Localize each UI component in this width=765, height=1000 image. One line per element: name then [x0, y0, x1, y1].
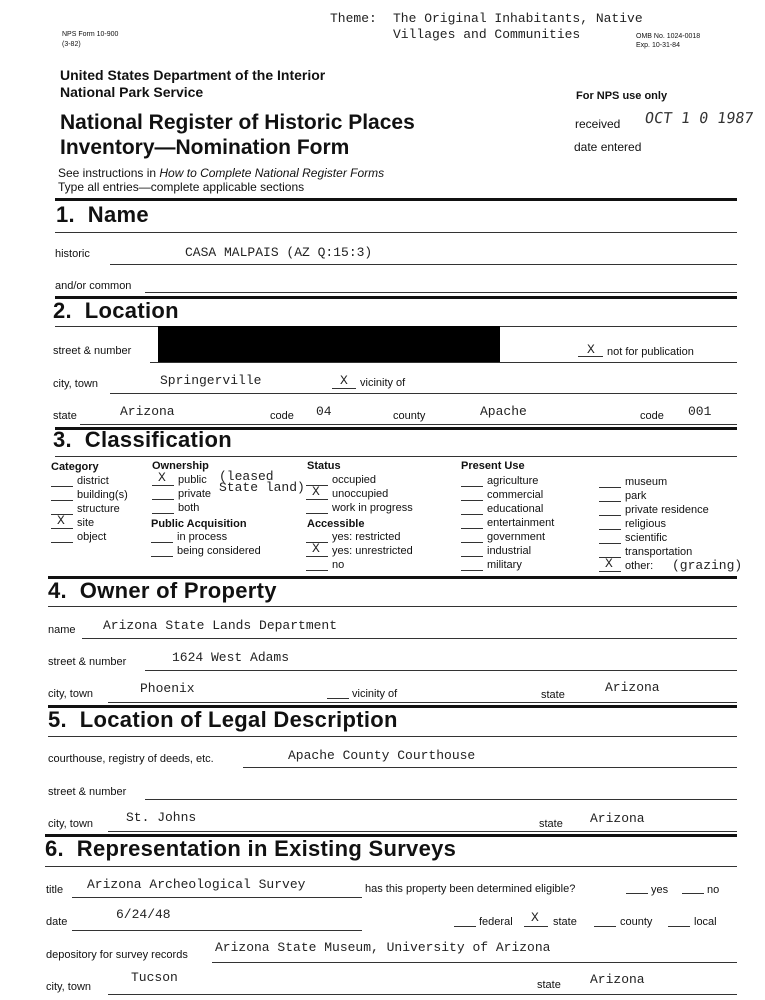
section-title: Classification [84, 427, 233, 452]
checkbox-blank [51, 486, 73, 487]
checkbox-blank [599, 501, 621, 502]
checkbox-blank [152, 499, 174, 500]
county-value: Apache [480, 404, 527, 419]
local-survey-line [668, 926, 690, 927]
eligible-yes-line [626, 893, 648, 894]
survey-city-line [108, 994, 737, 995]
legal-city-line [108, 831, 737, 832]
survey-city-value: Tucson [131, 970, 178, 985]
checkbox-blank [152, 513, 174, 514]
state-survey-mark: X [531, 910, 539, 925]
checkbox-label: agriculture [487, 475, 539, 487]
checkbox-label: object [77, 531, 107, 543]
survey-title-value: Arizona Archeological Survey [87, 877, 306, 892]
county-label: county [393, 410, 426, 422]
checkbox-label: military [487, 559, 522, 571]
checkbox-blank [461, 514, 483, 515]
checkbox-blank [51, 542, 73, 543]
checkbox-label: occupied [332, 474, 377, 486]
checkbox-blank [461, 556, 483, 557]
legal-state-value: Arizona [590, 811, 645, 826]
date-entered-label: date entered [574, 140, 642, 154]
courthouse-line [243, 767, 737, 768]
state-line [80, 424, 737, 425]
eligible-yes-label: yes [651, 884, 669, 896]
code-label: code [270, 410, 294, 422]
legal-street-label: street & number [48, 786, 127, 798]
street-line [150, 362, 737, 363]
section-title: Name [87, 202, 149, 227]
survey-date-value: 6/24/48 [116, 907, 171, 922]
checkbox-label: structure [77, 503, 120, 515]
checkbox-label: industrial [487, 545, 532, 557]
state-survey-label: state [553, 916, 577, 928]
state-code-value: 04 [316, 404, 332, 419]
checkbox-label: entertainment [487, 517, 555, 529]
owner-city-label: city, town [48, 688, 94, 700]
checkbox-label: work in progress [332, 502, 413, 514]
checkbox-label: scientific [625, 532, 668, 544]
checkbox-blank [306, 570, 328, 571]
instructions-line-2: Type all entries—complete applicable sections [58, 180, 305, 194]
checkbox-label: site [77, 517, 95, 529]
divider [48, 606, 737, 607]
checkbox-blank [306, 499, 328, 500]
section-2-header [53, 298, 179, 324]
service-name: National Park Service [60, 84, 204, 100]
section-1-rule [55, 198, 737, 201]
checkbox-blank [51, 528, 73, 529]
section-number: 4. [48, 578, 67, 603]
survey-state-value: Arizona [590, 972, 645, 987]
accessible-heading: Accessible [307, 518, 365, 530]
owner-street-label: street & number [48, 656, 127, 668]
legal-street-line [145, 799, 737, 800]
survey-state-label: state [537, 979, 561, 991]
city-line [110, 393, 737, 394]
common-name-line [145, 292, 737, 293]
section-title: Owner of Property [79, 578, 277, 603]
owner-street-value: 1624 West Adams [172, 650, 290, 665]
form-date: (3-82) [62, 41, 81, 48]
survey-date-line [72, 930, 362, 931]
county-code-label: code [640, 410, 664, 422]
courthouse-value: Apache County Courthouse [288, 748, 476, 763]
divider [55, 232, 737, 233]
checkbox-label: commercial [487, 489, 544, 501]
theme-label: Theme: [330, 11, 377, 26]
checkbox-label: park [625, 490, 647, 502]
checkbox-blank [306, 556, 328, 557]
divider [55, 456, 737, 457]
vicinity-line [332, 388, 356, 389]
owner-vicinity-line [327, 698, 349, 699]
acquisition-heading: Public Acquisition [151, 518, 247, 530]
owner-street-line [145, 670, 737, 671]
depository-value: Arizona State Museum, University of Arizona [215, 940, 551, 955]
present-use-heading: Present Use [461, 460, 525, 472]
instructions-title: How to Complete National Register Forms [159, 166, 385, 180]
checkbox-blank [461, 542, 483, 543]
not-for-publication-label: not for publication [607, 346, 694, 358]
depository-label: depository for survey records [46, 949, 188, 961]
checkbox-label: religious [625, 518, 666, 530]
section-title: Location of Legal Description [79, 707, 398, 732]
checkbox-blank [461, 486, 483, 487]
owner-name-value: Arizona State Lands Department [103, 618, 338, 633]
other-use-value: (grazing) [672, 558, 743, 573]
checkbox-blank [152, 485, 174, 486]
historic-line [110, 264, 737, 265]
checkbox-label: no [332, 559, 345, 571]
federal-label: federal [479, 916, 513, 928]
checkbox-label: yes: unrestricted [332, 545, 413, 557]
checkbox-label: both [178, 502, 200, 514]
legal-city-value: St. Johns [126, 810, 197, 825]
section-3-header [53, 427, 232, 453]
checkbox-blank [51, 500, 73, 501]
owner-name-line [82, 638, 737, 639]
ownership-note: (leased State land) [219, 469, 305, 495]
checkbox-label: private residence [625, 504, 709, 516]
survey-title-line [72, 897, 362, 898]
omb-number: OMB No. 1024-0018 [636, 33, 701, 40]
category-heading: Category [51, 461, 99, 473]
city-town-label: city, town [53, 378, 99, 390]
section-number: 2. [53, 298, 72, 323]
state-value: Arizona [120, 404, 175, 419]
checkbox-blank [151, 556, 173, 557]
local-survey-label: local [694, 916, 717, 928]
divider [48, 736, 737, 737]
form-title-line-2: Inventory—Nomination Form [60, 136, 350, 159]
county-survey-label: county [620, 916, 653, 928]
form-number: NPS Form 10-900 [62, 31, 119, 38]
courthouse-label: courthouse, registry of deeds, etc. [48, 753, 214, 765]
owner-name-label: name [48, 624, 76, 636]
owner-vicinity-label: vicinity of [352, 688, 398, 700]
owner-state-label: state [541, 689, 565, 701]
checkbox-mark: X [312, 541, 320, 556]
section-number: 5. [48, 707, 67, 732]
checkbox-mark: X [57, 513, 65, 528]
section-1-header [56, 202, 149, 228]
eligibility-question: has this property been determined eligible? [365, 883, 576, 895]
checkbox-label: district [77, 475, 109, 487]
checkbox-label: in process [177, 531, 228, 543]
owner-state-value: Arizona [605, 680, 660, 695]
owner-city-value: Phoenix [140, 681, 195, 696]
common-name-label: and/or common [55, 280, 132, 292]
theme-line-1: The Original Inhabitants, Native [393, 11, 643, 26]
checkbox-mark: X [158, 470, 166, 485]
checkbox-blank [461, 570, 483, 571]
section-6-header [45, 836, 456, 862]
checkbox-label: being considered [177, 545, 261, 557]
theme-line-2: Villages and Communities [393, 27, 581, 42]
federal-line [454, 926, 476, 927]
checkbox-label: transportation [625, 546, 693, 558]
checkbox-label: public [178, 474, 207, 486]
checkbox-label: museum [625, 476, 668, 488]
survey-title-label: title [46, 884, 64, 896]
section-5-header [48, 707, 398, 733]
received-stamp: OCT 1 0 1987 [643, 109, 755, 127]
state-survey-line [524, 926, 548, 927]
eligible-no-line [682, 893, 704, 894]
checkbox-mark: X [605, 556, 613, 571]
checkbox-label: yes: restricted [332, 531, 401, 543]
redacted-street-address [158, 326, 500, 362]
checkbox-blank [599, 487, 621, 488]
survey-date-label: date [46, 916, 68, 928]
checkbox-blank [151, 542, 173, 543]
expiration-date: Exp. 10-31-84 [636, 42, 680, 49]
checkbox-blank [599, 543, 621, 544]
received-label: received [575, 117, 621, 131]
vicinity-label: vicinity of [360, 377, 406, 389]
vicinity-mark: X [340, 373, 348, 388]
legal-city-label: city, town [48, 818, 94, 830]
ownership-heading: Ownership [152, 460, 209, 472]
section-number: 1. [56, 202, 75, 227]
form-title-line-1: National Register of Historic Places [60, 111, 415, 134]
checkbox-blank [599, 571, 621, 572]
section-title: Representation in Existing Surveys [76, 836, 457, 861]
checkbox-label: other: [625, 560, 654, 572]
checkbox-blank [461, 500, 483, 501]
divider [45, 866, 737, 867]
instructions-line-1: See instructions in How to Complete National Register Forms [58, 166, 385, 180]
checkbox-blank [306, 513, 328, 514]
checkbox-blank [599, 515, 621, 516]
county-survey-line [594, 926, 616, 927]
owner-city-line [108, 702, 737, 703]
state-label: state [53, 410, 77, 422]
department-name: United States Department of the Interior [60, 67, 326, 83]
legal-state-label: state [539, 818, 563, 830]
depository-line [212, 962, 737, 963]
checkbox-blank [599, 529, 621, 530]
section-number: 3. [53, 427, 72, 452]
not-for-publication-mark: X [587, 342, 595, 357]
checkbox-label: private [178, 488, 212, 500]
checkbox-label: unoccupied [332, 488, 389, 500]
checkbox-blank [461, 528, 483, 529]
historic-label: historic [55, 248, 90, 260]
checkbox-label: government [487, 531, 546, 543]
checkbox-label: building(s) [77, 489, 128, 501]
section-4-header [48, 578, 277, 604]
street-number-label: street & number [53, 345, 132, 357]
section-title: Location [84, 298, 179, 323]
nps-use-only: For NPS use only [576, 90, 668, 102]
city-value: Springerville [160, 373, 262, 388]
checkbox-mark: X [312, 484, 320, 499]
survey-city-label: city, town [46, 981, 92, 993]
eligible-no-label: no [707, 884, 720, 896]
status-heading: Status [307, 460, 341, 472]
historic-value: CASA MALPAIS (AZ Q:15:3) [185, 245, 373, 260]
section-number: 6. [45, 836, 64, 861]
checkbox-label: educational [487, 503, 544, 515]
county-code-value: 001 [688, 404, 712, 419]
